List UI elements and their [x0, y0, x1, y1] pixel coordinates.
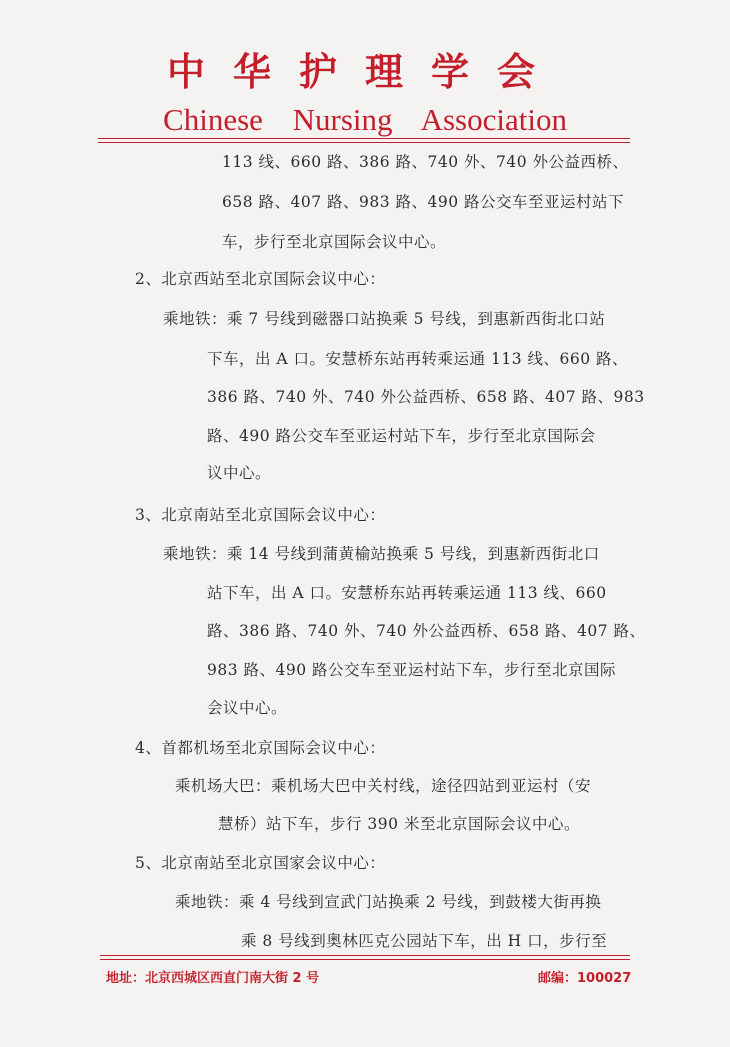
- body-line: 983 路、490 路公交车至亚运村站下车，步行至北京国际: [207, 661, 617, 679]
- section-heading: 5、北京南站至北京国家会议中心：: [135, 854, 386, 872]
- body-line: 会议中心。: [207, 699, 288, 717]
- body-line: 路、490 路公交车至亚运村站下车，步行至北京国际会: [207, 427, 596, 445]
- body-line: 658 路、407 路、983 路、490 路公交车至亚运村站下: [222, 193, 625, 211]
- body-line: 乘地铁：乘 7 号线到磁器口站换乘 5 号线，到惠新西街北口站: [163, 310, 606, 328]
- body-line: 乘机场大巴：乘机场大巴中关村线，途径四站到亚运村（安: [175, 777, 592, 795]
- footer-divider: [100, 955, 630, 960]
- body-line: 乘地铁：乘 4 号线到宣武门站换乘 2 号线，到鼓楼大街再换: [175, 893, 602, 911]
- body-line: 下车，出 A 口。安慧桥东站再转乘运通 113 线、660 路、: [207, 350, 628, 368]
- body-line: 乘 8 号线到奥林匹克公园站下车，出 H 口，步行至: [241, 932, 608, 950]
- org-name-english: Chinese Nursing Association: [163, 102, 567, 137]
- section-heading: 3、北京南站至北京国际会议中心：: [135, 506, 386, 524]
- section-heading: 2、北京西站至北京国际会议中心：: [135, 270, 386, 288]
- footer-postcode: 邮编：100027: [538, 971, 632, 986]
- org-name-chinese: 中华护理学会: [166, 49, 563, 94]
- body-line: 车，步行至北京国际会议中心。: [222, 233, 447, 251]
- body-line: 站下车，出 A 口。安慧桥东站再转乘运通 113 线、660: [207, 584, 607, 602]
- body-line: 慧桥）站下车，步行 390 米至北京国际会议中心。: [218, 815, 580, 833]
- footer-address: 地址：北京西城区西直门南大街 2 号: [106, 971, 320, 986]
- body-line: 路、386 路、740 外、740 外公益西桥、658 路、407 路、: [207, 622, 646, 640]
- body-line: 议中心。: [207, 464, 272, 482]
- body-line: 乘地铁：乘 14 号线到蒲黄榆站换乘 5 号线，到惠新西街北口: [163, 545, 600, 563]
- header-divider: [98, 138, 630, 143]
- section-heading: 4、首都机场至北京国际会议中心：: [135, 739, 386, 757]
- body-line: 386 路、740 外、740 外公益西桥、658 路、407 路、983: [207, 388, 645, 406]
- body-line: 113 线、660 路、386 路、740 外、740 外公益西桥、: [222, 153, 629, 171]
